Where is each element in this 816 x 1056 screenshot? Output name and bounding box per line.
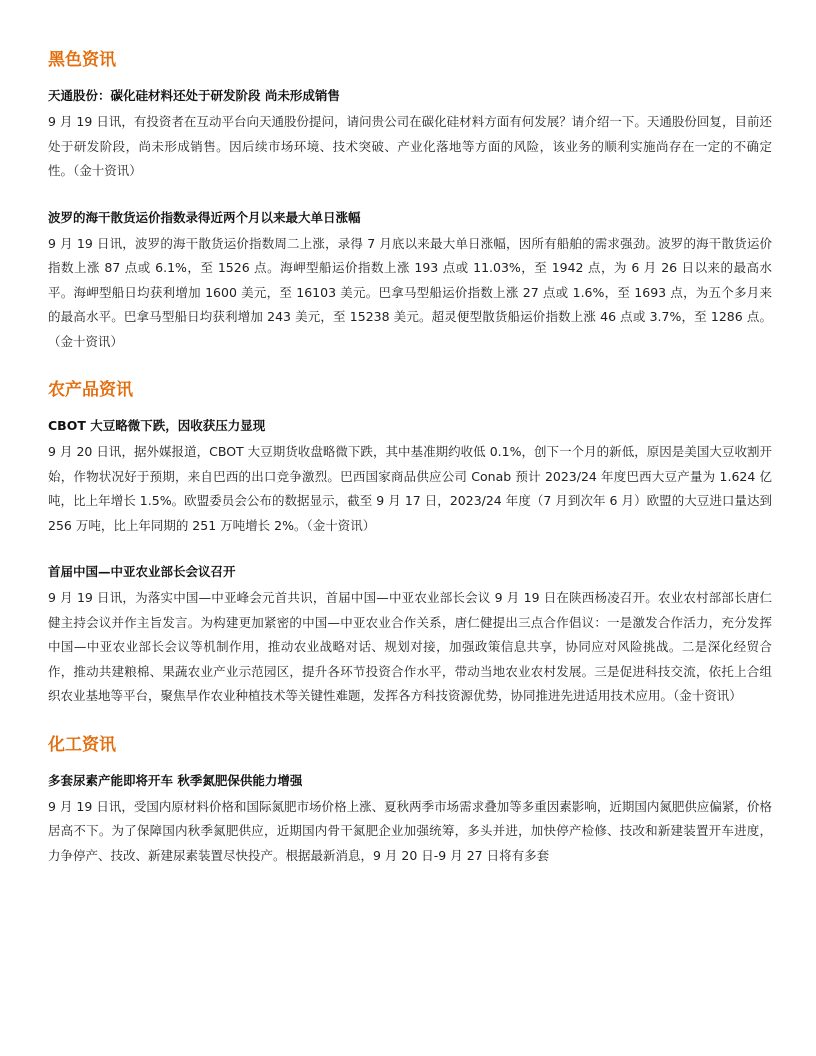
article-headline: 首届中国—中亚农业部长会议召开 bbox=[48, 564, 236, 579]
section-chem-news bbox=[48, 733, 772, 869]
section-agri-news bbox=[48, 378, 772, 709]
section-title: 黑色资讯 bbox=[48, 50, 116, 70]
article bbox=[48, 771, 772, 869]
article-headline: 多套尿素产能即将开车 秋季氮肥保供能力增强 bbox=[48, 772, 303, 788]
article-headline: 天通股份：碳化硅材料还处于研发阶段 尚未形成销售 bbox=[48, 88, 340, 103]
article-headline: 波罗的海干散货运价指数录得近两个月以来最大单日涨幅 bbox=[48, 209, 361, 225]
article bbox=[48, 416, 772, 538]
article bbox=[48, 562, 772, 709]
article-body: 9 月 19 日讯，有投资者在互动平台向天通股份提问，请问贵公司在碳化硅材料方面有何发展？请介绍一下。天通股份回复，目前还处于研发阶段，尚未形成销售。因后续市场环境、技术突破、产业化落地等方面的风险，该业务的顺利实施尚存在一定的不确定性。（金十资讯） bbox=[48, 114, 772, 178]
article-body: 9 月 20 日讯，据外媒报道，CBOT 大豆期货收盘略微下跌，其中基准期约收低 0.1%，创下一个月的新低，原因是美国大豆收割开始，作物状况好于预期，来自巴西的出口竞争激烈。巴西国家商品供应公司 Conab 预计 2023/24 年度巴西大豆产量为 1.624 亿吨，比上年增长 1.5%。欧盟委员会公布的数据显示，截至 9 月 17 日，2023/24 年度（7 月到次年 6 月）欧盟的大豆进口量达到 256 万吨，比上年同期的 251 万吨增长 2%。（金十资讯） bbox=[48, 444, 772, 533]
article bbox=[48, 86, 772, 184]
article bbox=[48, 208, 772, 355]
article-body: 9 月 19 日讯，为落实中国—中亚峰会元首共识，首届中国—中亚农业部长会议 9 月 19 日在陕西杨凌召开。农业农村部部长唐仁健主持会议并作主旨发言。为构建更加紧密的中国—中亚农业合作关系，唐仁健提出三点合作倡议：一是激发合作活力，充分发挥中国—中亚农业部长会议等机制作用，推动农业战略对话、规划对接，加强政策信息共享，协同应对风险挑战。二是深化经贸合作，推动共建粮棉、果蔬农业产业示范园区，提升各环节投资合作水平，带动当地农业农村发展。三是促进科技交流，依托上合组织农业基地等平台，聚焦旱作农业种植技术等关键性难题，发挥各方科技资源优势，协同推进先进适用技术应用。（金十资讯） bbox=[48, 590, 772, 703]
section-title: 化工资讯 bbox=[48, 734, 116, 755]
section-black-news bbox=[48, 48, 772, 354]
article-headline: CBOT 大豆略微下跌，因收获压力显现 bbox=[48, 418, 266, 433]
document-page bbox=[48, 48, 772, 892]
article-body: 9 月 19 日讯，受国内原材料价格和国际氮肥市场价格上涨、夏秋两季市场需求叠加等多重因素影响，近期国内氮肥供应偏紧，价格居高不下。为了保障国内秋季氮肥供应，近期国内骨干氮肥企业加强统筹，多头并进，加快停产检修、技改和新建装置开车进度，力争停产、技改、新建尿素装置尽快投产。根据最新消息，9 月 20 日-9 月 27 日将有多套 bbox=[48, 798, 772, 863]
section-title: 农产品资讯 bbox=[48, 380, 133, 400]
article-body: 9 月 19 日讯，波罗的海干散货运价指数周二上涨，录得 7 月底以来最大单日涨幅，因所有船舶的需求强劲。波罗的海干散货运价指数上涨 87 点或 6.1%，至 1526 点。海岬型船运价指数上涨 193 点或 11.03%，至 1942 点，为 6 月 26 日以来的最高水平。海岬型船日均获利增加 1600 美元，至 16103 美元。巴拿马型船运价指数上涨 27 点或 1.6%，至 1693 点，为五个多月来的最高水平。巴拿马型船日均获利增加 243 美元，至 15238 美元。超灵便型散货船运价指数上涨 46 点或 3.7%，至 1286 点。（金十资讯） bbox=[48, 235, 772, 349]
